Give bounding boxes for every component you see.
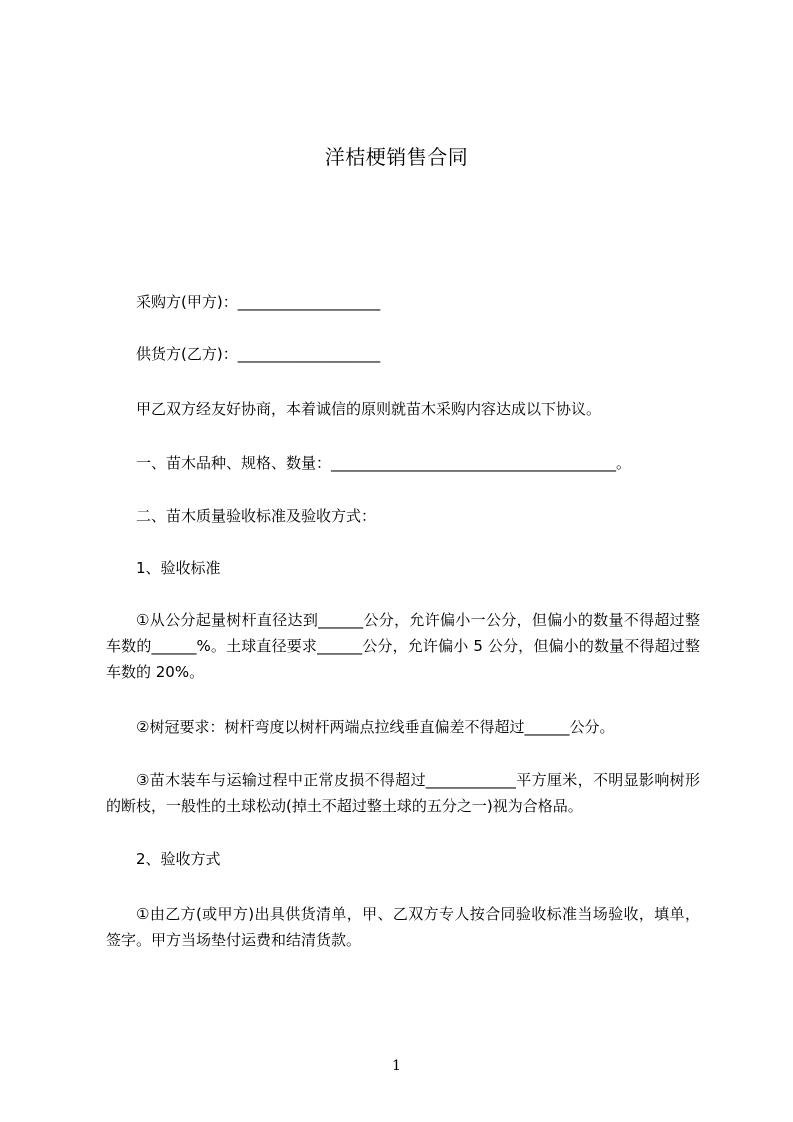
buyer-line: 采购方(甲方)：___________________: [136, 293, 381, 311]
section-1-heading: 一、苗木品种、规格、数量：______________________________________。: [136, 454, 632, 472]
acceptance-method-item-1: ①由乙方(或甲方)出具供货清单，甲、乙双方专人按合同验收标准当场验收，填单，签字。甲方当场垫付运费和结清货款。: [106, 905, 700, 949]
section-2-heading: 二、苗木质量验收标准及验收方式：: [136, 507, 377, 525]
subsection-2-heading: 2、验收方式: [136, 850, 221, 868]
acceptance-item-3: ③苗木装车与运输过程中正常皮损不得超过____________平方厘米，不明显影响树形的断枝，一般性的土球松动(掉土不超过整土球的五分之一)视为合格品。: [106, 771, 700, 815]
intro-paragraph: 甲乙双方经友好协商，本着诚信的原则就苗木采购内容达成以下协议。: [136, 400, 602, 418]
document-title: 洋桔梗销售合同: [324, 145, 469, 169]
supplier-line: 供货方(乙方)：___________________: [136, 345, 381, 363]
page-number: 1: [392, 1058, 401, 1074]
subsection-1-heading: 1、验收标准: [136, 559, 221, 577]
acceptance-item-2: ②树冠要求：树杆弯度以树杆两端点拉线垂直偏差不得超过______公分。: [136, 718, 615, 736]
acceptance-item-1: ①从公分起量树杆直径达到______公分，允许偏小一公分，但偏小的数量不得超过整车数的______%。土球直径要求______公分，允许偏小 5 公分，但偏小的数量不得超过整车数的 20%。: [106, 611, 700, 681]
